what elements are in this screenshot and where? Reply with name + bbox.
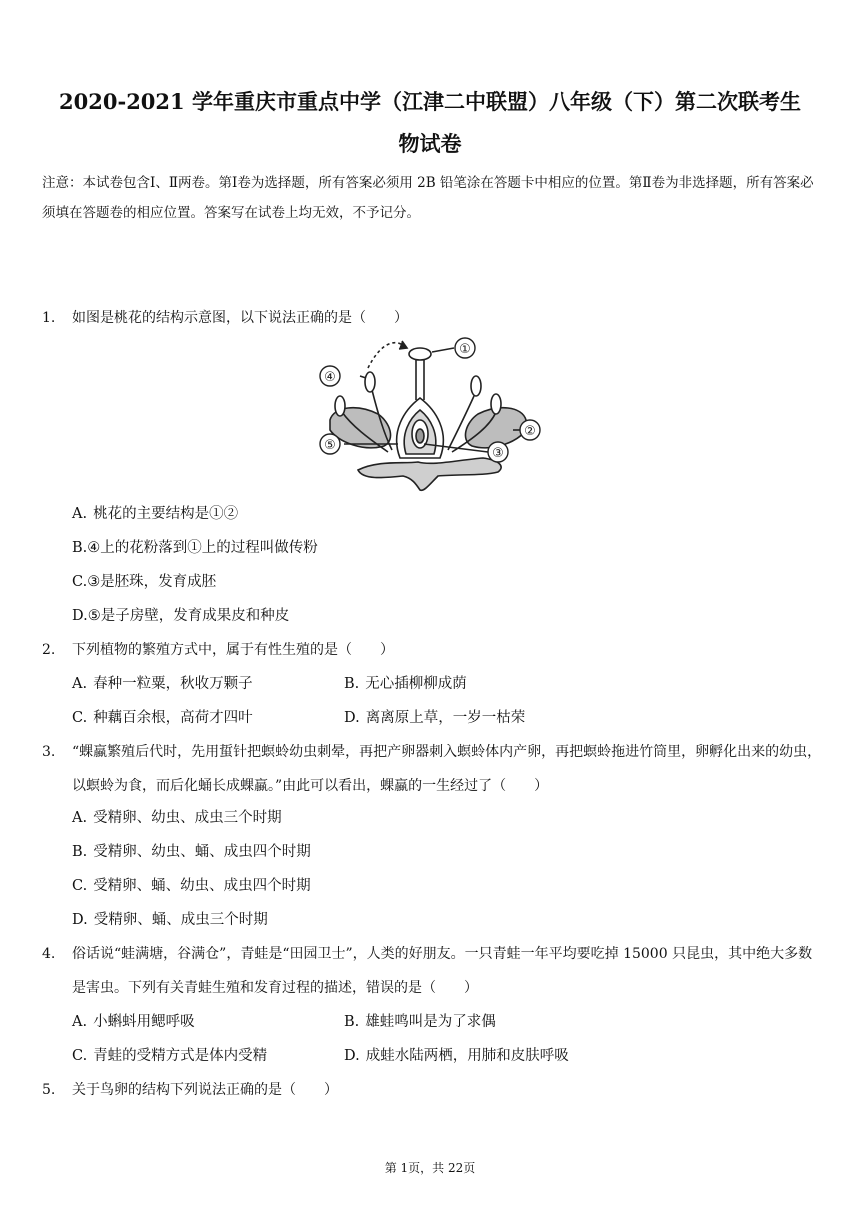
- diagram-label-3: ③: [492, 446, 504, 461]
- question-4-option-c[interactable]: C. 青蛙的受精方式是体内受精: [72, 1048, 268, 1064]
- question-4-option-b[interactable]: B. 雄蛙鸣叫是为了求偶: [344, 1014, 496, 1030]
- question-5-text: 关于鸟卵的结构下列说法正确的是（ ）: [72, 1082, 338, 1098]
- question-3-option-b[interactable]: B. 受精卵、幼虫、蛹、成虫四个时期: [72, 844, 311, 860]
- diagram-label-1: ①: [459, 342, 471, 357]
- question-1-number: 1.: [42, 310, 56, 326]
- question-3-number: 3.: [42, 744, 56, 760]
- diagram-label-2: ②: [524, 424, 536, 439]
- question-2-option-b[interactable]: B. 无心插柳柳成荫: [344, 676, 467, 692]
- question-4-text: 俗话说“蛙满塘，谷满仓”，青蛙是“田园卫士”，人类的好朋友。一只青蛙一年平均要吃掉 15000 只昆虫，其中绝大多数是害虫。下列有关青蛙生殖和发育过程的描述，错误的是（ ）: [72, 946, 813, 996]
- question-5-number: 5.: [42, 1082, 56, 1098]
- question-1-option-c[interactable]: C.③是胚珠，发育成胚: [72, 574, 217, 590]
- question-4-option-a[interactable]: A. 小蝌蚪用鳃呼吸: [72, 1014, 195, 1030]
- exam-title-line2: 物试卷: [398, 131, 462, 156]
- question-3-option-a[interactable]: A. 受精卵、幼虫、成虫三个时期: [72, 810, 282, 826]
- question-2-text: 下列植物的繁殖方式中，属于有性生殖的是（ ）: [72, 642, 394, 658]
- question-1-text: 如图是桃花的结构示意图，以下说法正确的是（ ）: [72, 310, 408, 326]
- exam-title-line1: 2020-2021 学年重庆市重点中学（江津二中联盟）八年级（下）第二次联考生: [59, 89, 801, 114]
- question-1-option-d[interactable]: D.⑤是子房壁，发育成果皮和种皮: [72, 608, 290, 624]
- page-footer: 第 1页，共 22页: [384, 1161, 476, 1175]
- question-1-option-a[interactable]: A. 桃花的主要结构是①②: [72, 506, 239, 522]
- question-2-option-c[interactable]: C. 种藕百余根，高荷才四叶: [72, 710, 253, 726]
- question-4-option-d[interactable]: D. 成蛙水陆两栖，用肺和皮肤呼吸: [344, 1048, 569, 1064]
- diagram-label-5: ⑤: [324, 438, 336, 453]
- peach-flower-diagram: [308, 334, 548, 500]
- exam-notice: 注意：本试卷包含Ⅰ、Ⅱ两卷。第Ⅰ卷为选择题，所有答案必须用 2B 铅笔涂在答题卡中相应的位置。第Ⅱ卷为非选择题，所有答案必须填在答题卷的相应位置。答案写在试卷上均无效，不予记分。: [42, 175, 814, 221]
- question-2-option-a[interactable]: A. 春种一粒粟，秋收万颗子: [72, 676, 253, 692]
- question-3-option-c[interactable]: C. 受精卵、蛹、幼虫、成虫四个时期: [72, 878, 311, 894]
- question-3-option-d[interactable]: D. 受精卵、蛹、成虫三个时期: [72, 912, 268, 928]
- question-3-text: “蜾蠃繁殖后代时，先用蜇针把螟蛉幼虫刺晕，再把产卵器刺入螟蛉体内产卵，再把螟蛉拖进竹筒里，卵孵化出来的幼虫，以螟蛉为食，而后化蛹长成蜾蠃。”由此可以看出，蜾蠃的一生经过了（ ）: [72, 744, 822, 794]
- question-2-number: 2.: [42, 642, 56, 658]
- question-4-number: 4.: [42, 946, 56, 962]
- diagram-label-4: ④: [324, 370, 336, 385]
- question-2-option-d[interactable]: D. 离离原上草，一岁一枯荣: [344, 710, 526, 726]
- question-1-option-b[interactable]: B.④上的花粉落到①上的过程叫做传粉: [72, 540, 318, 556]
